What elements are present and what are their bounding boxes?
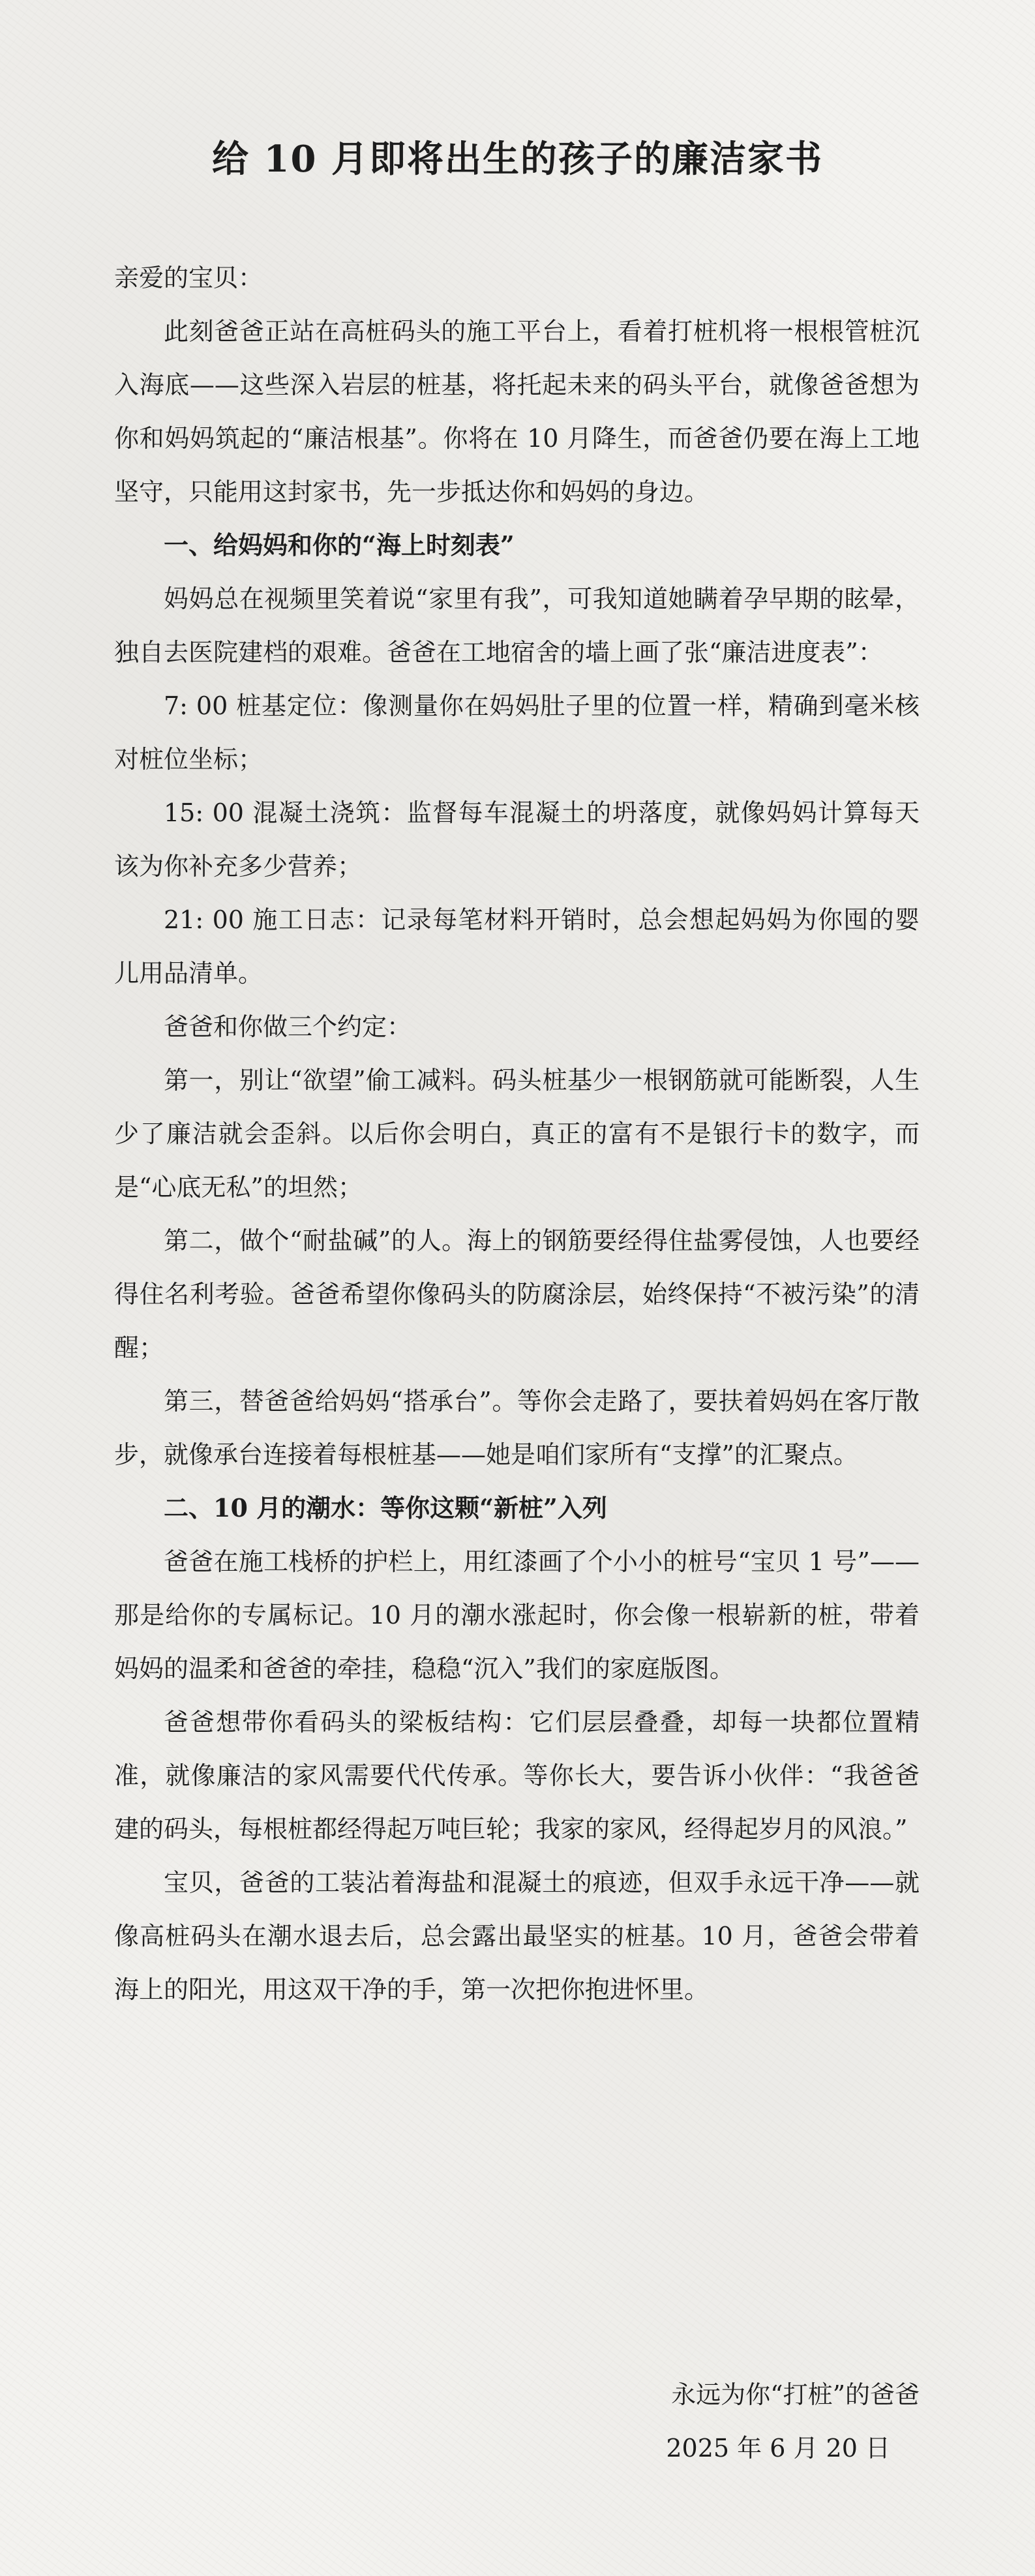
section2-paragraph-3: 宝贝，爸爸的工装沾着海盐和混凝土的痕迹，但双手永远干净——就像高桩码头在潮水退去后，总会露出最坚实的桩基。10 月，爸爸会带着海上的阳光，用这双干净的手，第一次把你抱进怀里。 bbox=[114, 1868, 920, 2004]
schedule-item-2100: 21: 00 施工日志：记录每笔材料开销时，总会想起妈妈为你囤的婴儿用品清单。 bbox=[114, 905, 920, 988]
section2-paragraph-1: 爸爸在施工栈桥的护栏上，用红漆画了个小小的桩号“宝贝 1 号”——那是给你的专属标记。10 月的潮水涨起时，你会像一根崭新的桩，带着妈妈的温柔和爸爸的牵挂，稳稳“沉入”我们的家庭版图。 bbox=[114, 1547, 920, 1683]
promise-item-1: 第一，别让“欲望”偷工减料。码头桩基少一根钢筋就可能断裂，人生少了廉洁就会歪斜。以后你会明白，真正的富有不是银行卡的数字，而是“心底无私”的坦然； bbox=[114, 1066, 920, 1202]
section-heading-2: 二、10 月的潮水：等你这颗“新桩”入列 bbox=[164, 1493, 607, 1523]
section-heading-1: 一、给妈妈和你的“海上时刻表” bbox=[164, 530, 515, 560]
letter-closing bbox=[666, 2368, 920, 2475]
section1-paragraph: 妈妈总在视频里笑着说“家里有我”，可我知道她瞒着孕早期的眩晕，独自去医院建档的艰难。爸爸在工地宿舍的墙上画了张“廉洁进度表”： bbox=[114, 584, 920, 667]
signature: 永远为你“打桩”的爸爸 bbox=[671, 2380, 920, 2409]
promise-item-2: 第二，做个“耐盐碱”的人。海上的钢筋要经得住盐雾侵蚀，人也要经得住名利考验。爸爸希望你像码头的防腐涂层，始终保持“不被污染”的清醒； bbox=[114, 1226, 920, 1362]
letter-date: 2025 年 6 月 20 日 bbox=[666, 2434, 890, 2462]
promise-item-3: 第三，替爸爸给妈妈“搭承台”。等你会走路了，要扶着妈妈在客厅散步，就像承台连接着每根桩基——她是咱们家所有“支撑”的汇聚点。 bbox=[114, 1387, 920, 1469]
letter-title: 给 10 月即将出生的孩子的廉洁家书 bbox=[212, 138, 823, 181]
promise-intro: 爸爸和你做三个约定： bbox=[164, 1012, 412, 1041]
schedule-item-0700: 7: 00 桩基定位：像测量你在妈妈肚子里的位置一样，精确到毫米核对桩位坐标； bbox=[114, 691, 920, 774]
letter-body bbox=[114, 251, 920, 2016]
intro-paragraph: 此刻爸爸正站在高桩码头的施工平台上，看着打桩机将一根根管桩沉入海底——这些深入岩层的桩基，将托起未来的码头平台，就像爸爸想为你和妈妈筑起的“廉洁根基”。你将在 10 月降生，而爸爸仍要在海上工地坚守，只能用这封家书，先一步抵达你和妈妈的身边。 bbox=[114, 317, 920, 506]
salutation: 亲爱的宝贝： bbox=[114, 264, 263, 292]
section2-paragraph-2: 爸爸想带你看码头的梁板结构：它们层层叠叠，却每一块都位置精准，就像廉洁的家风需要代代传承。等你长大，要告诉小伙伴：“我爸爸建的码头，每根桩都经得起万吨巨轮；我家的家风，经得起岁月的风浪。” bbox=[114, 1708, 920, 1843]
schedule-item-1500: 15: 00 混凝土浇筑：监督每车混凝土的坍落度，就像妈妈计算每天该为你补充多少营养； bbox=[114, 798, 920, 881]
